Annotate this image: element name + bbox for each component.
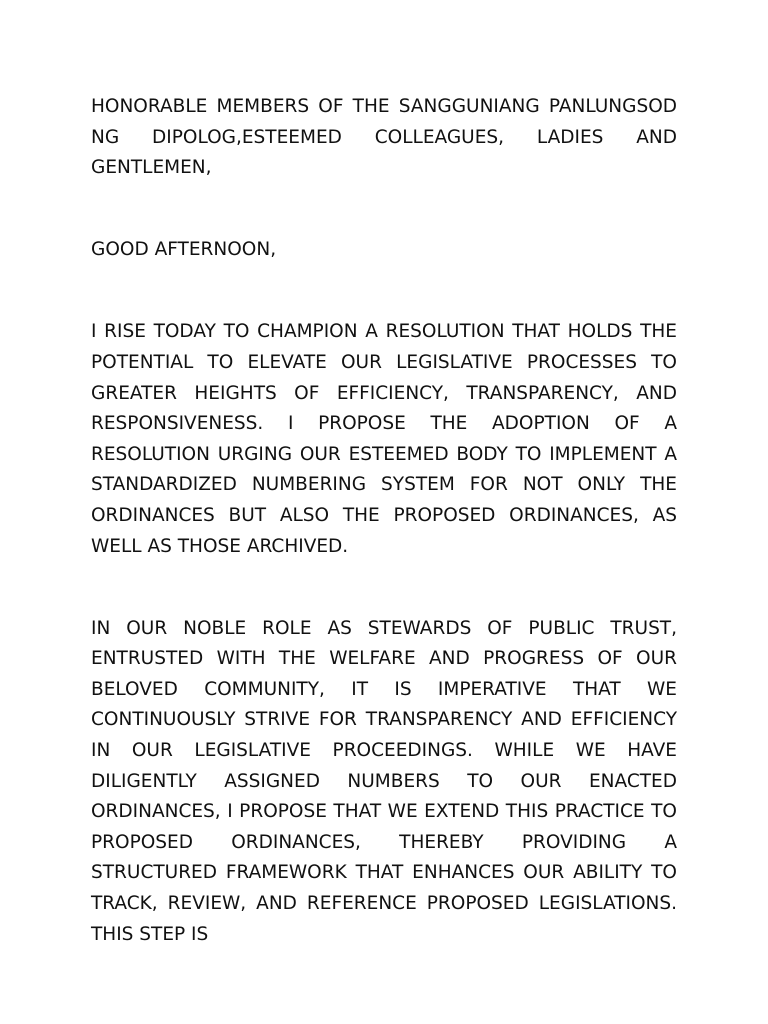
paragraph-gap bbox=[91, 266, 677, 318]
document-body bbox=[91, 92, 677, 950]
body-paragraph-2: IN OUR NOBLE ROLE AS STEWARDS OF PUBLIC TRUST, ENTRUSTED WITH THE WELFARE AND PROGRESS OF OUR BELOVED COMMUNITY, IT IS IMPERATIVE THAT WE CONTINUOUSLY STRIVE FOR TRANSPARENCY AND EFFICIENCY IN OUR LEGISLATIVE PROCEEDINGS. WHILE WE HAVE DILIGENTLY ASSIGNED NUMBERS TO OUR ENACTED ORDINANCES, I PROPOSE THAT WE EXTEND THIS PRACTICE TO PROPOSED ORDINANCES, THEREBY PROVIDING A STRUCTURED FRAMEWORK THAT ENHANCES OUR ABILITY TO TRACK, REVIEW, AND REFERENCE PROPOSED LEGISLATIONS. THIS STEP IS bbox=[91, 617, 677, 945]
salutation-paragraph: HONORABLE MEMBERS OF THE SANGGUNIANG PANLUNGSOD NG DIPOLOG,ESTEEMED COLLEAGUES, LADIES AND GENTLEMEN, bbox=[91, 96, 677, 179]
paragraph-gap bbox=[91, 562, 677, 614]
greeting-paragraph: GOOD AFTERNOON, bbox=[91, 239, 277, 261]
paragraph-gap bbox=[91, 184, 677, 236]
body-paragraph-1: I RISE TODAY TO CHAMPION A RESOLUTION THAT HOLDS THE POTENTIAL TO ELEVATE OUR LEGISLATIVE PROCESSES TO GREATER HEIGHTS OF EFFICIENCY, TRANSPARENCY, AND RESPONSIVENESS. I PROPOSE THE ADOPTION OF A RESOLUTION URGING OUR ESTEEMED BODY TO IMPLEMENT A STANDARDIZED NUMBERING SYSTEM FOR NOT ONLY THE ORDINANCES BUT ALSO THE PROPOSED ORDINANCES, AS WELL AS THOSE ARCHIVED. bbox=[91, 321, 677, 557]
